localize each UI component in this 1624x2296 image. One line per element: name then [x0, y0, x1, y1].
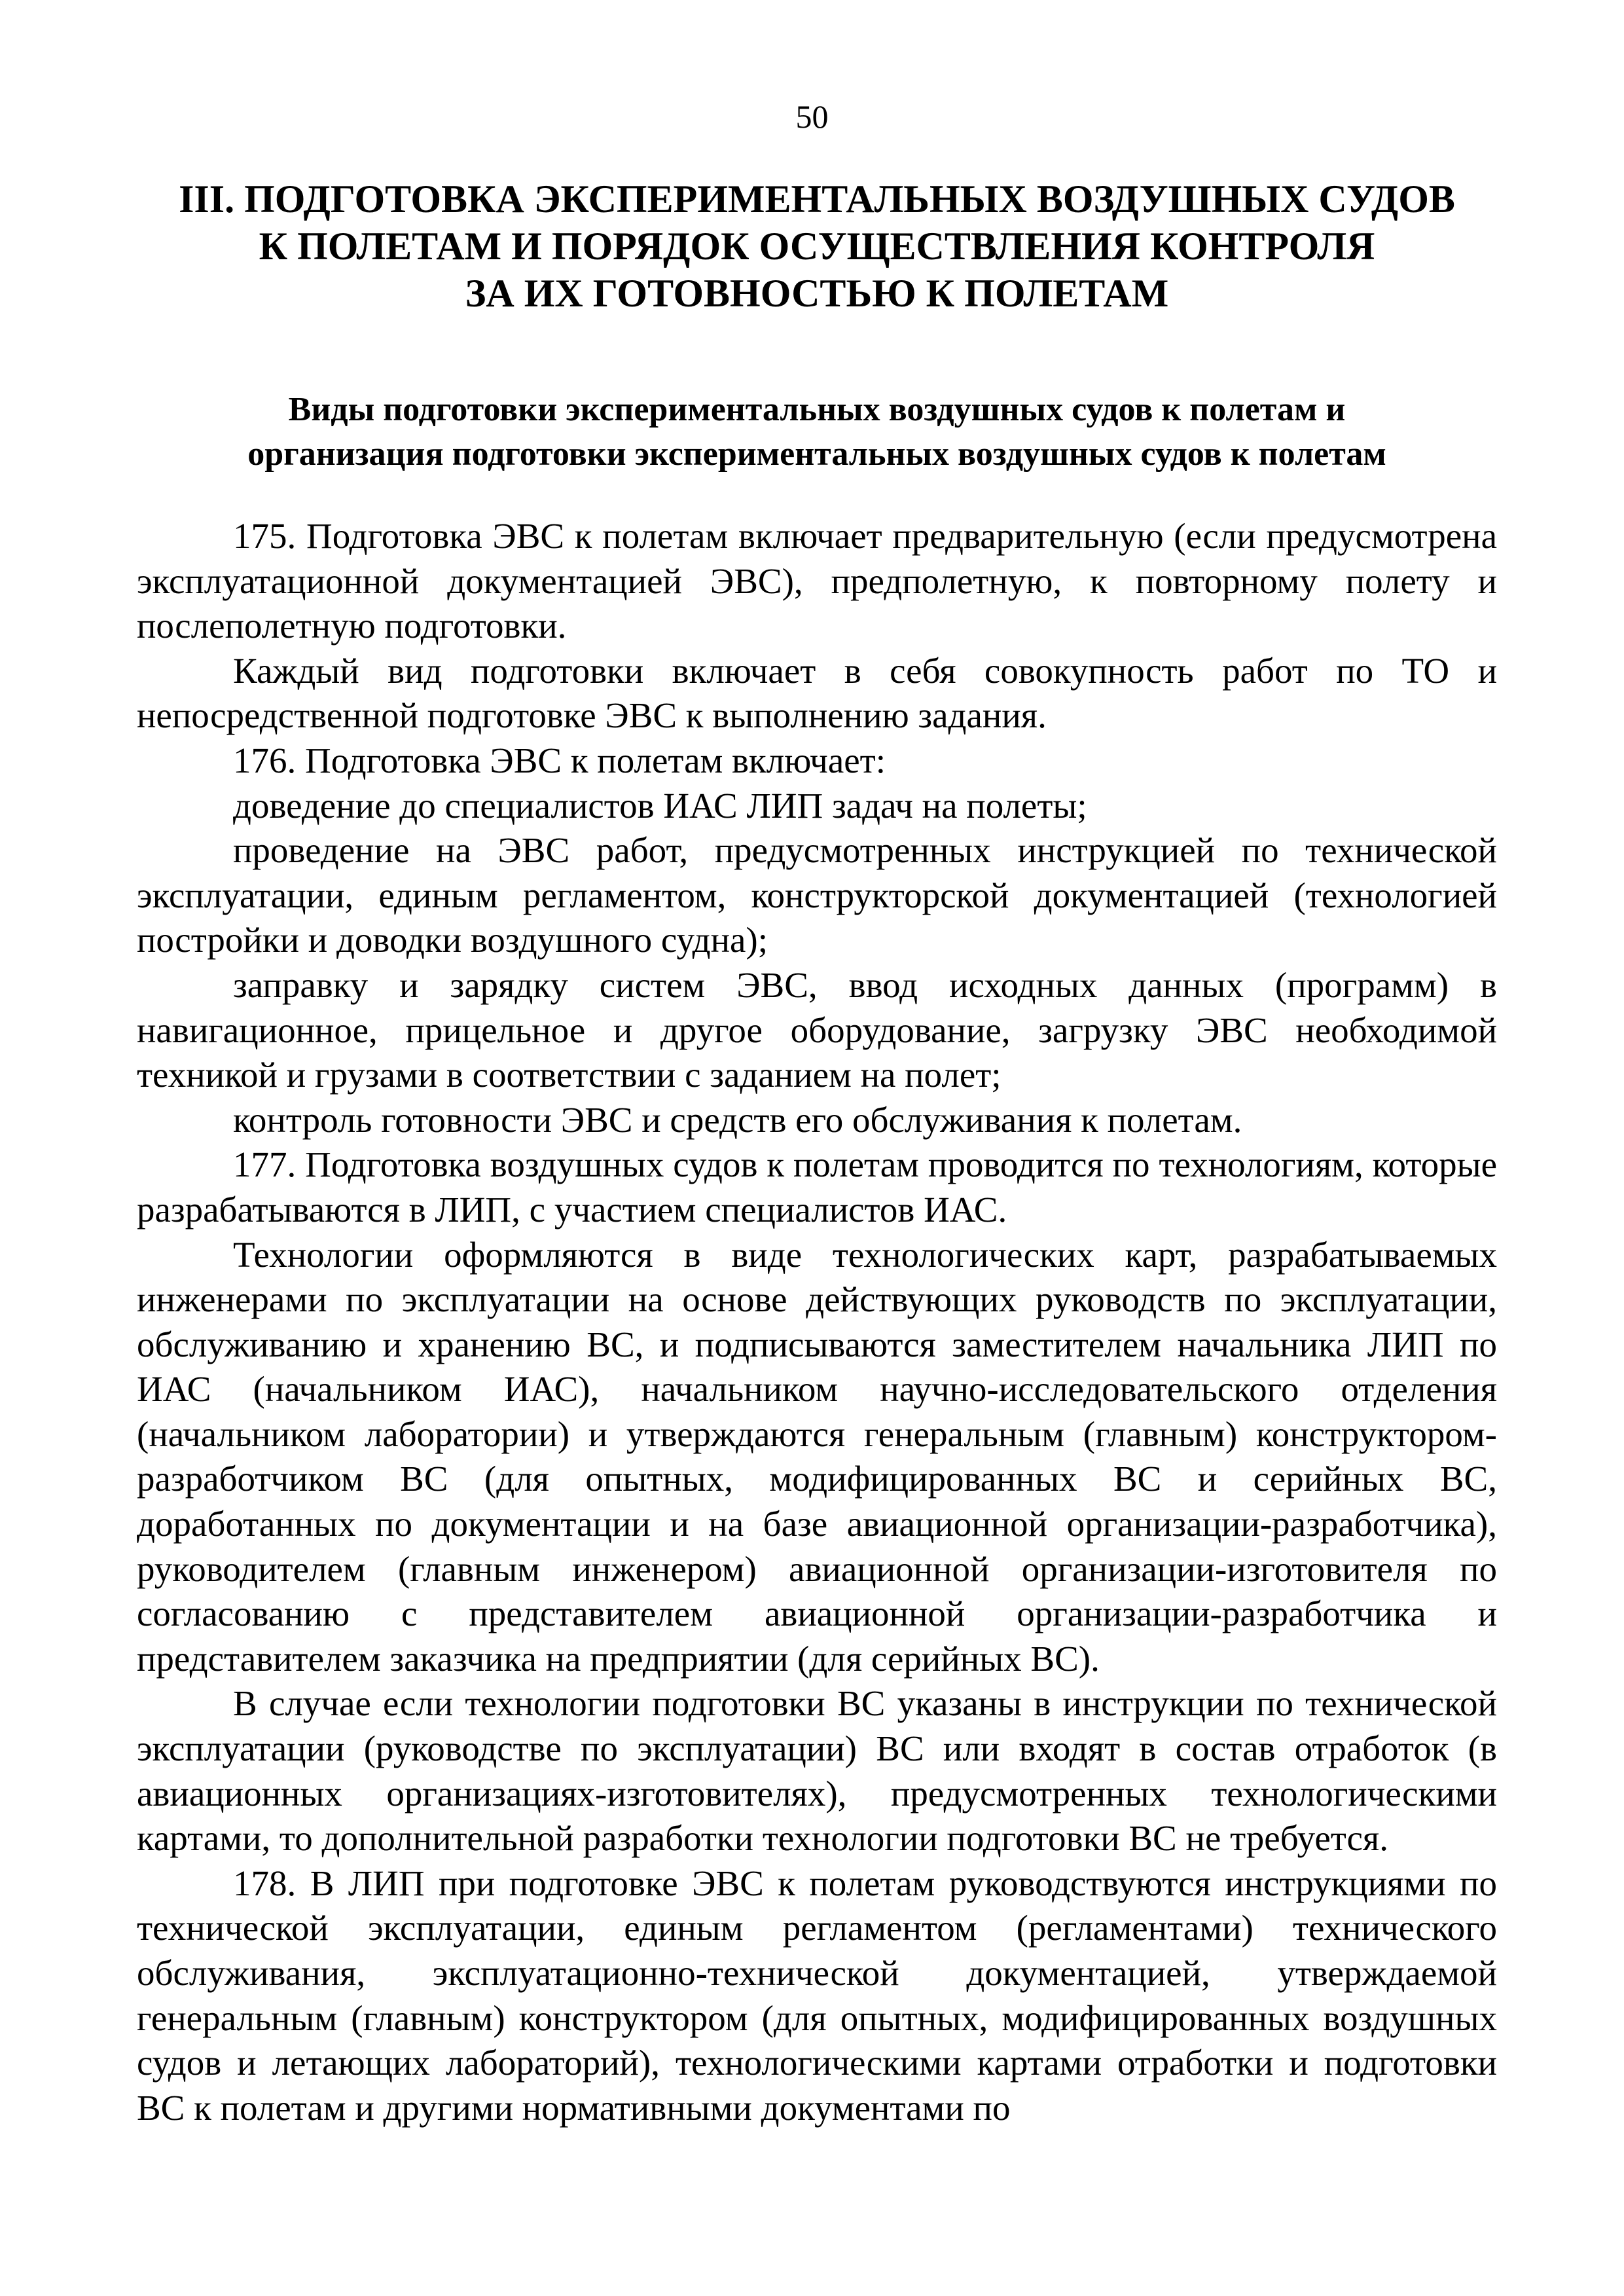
list-item: доведение до специалистов ИАС ЛИП задач на полеты; — [233, 785, 1087, 826]
paragraph: Каждый вид подготовки включает в себя совокупность работ по ТО и непосредственной подготовке ЭВС к выполнению задания. — [137, 650, 1497, 736]
list-item: контроль готовности ЭВС и средств его обслуживания к полетам. — [233, 1099, 1242, 1140]
section-title-line: К ПОЛЕТАМ И ПОРЯДОК ОСУЩЕСТВЛЕНИЯ КОНТРОЛЯ — [259, 225, 1375, 268]
subsection-title — [137, 388, 1497, 477]
paragraph: В случае если технологии подготовки ВС указаны в инструкции по технической эксплуатации (руководстве по эксплуатации) ВС или входят в состав отработок (в авиационных организациях-изготовителях), предусмотренных технологическими картами, то дополнительной разработки технологии подготовки ВС не требуется. — [137, 1683, 1497, 1859]
page-content — [137, 175, 1497, 2130]
list-item: заправку и зарядку систем ЭВС, ввод исходных данных (программ) в навигационное, прицельное и другое оборудование, загрузку ЭВС необходимой техникой и грузами в соответствии с заданием на полет; — [137, 964, 1497, 1095]
section-title-line: ЗА ИХ ГОТОВНОСТЬЮ К ПОЛЕТАМ — [465, 272, 1169, 315]
list-item: проведение на ЭВС работ, предусмотренных инструкцией по технической эксплуатации, единым регламентом, конструкторской документацией (технологией постройки и доводки воздушного судна); — [137, 830, 1497, 960]
subsection-title-line: организация подготовки экспериментальных воздушных судов к полетам — [247, 435, 1386, 473]
paragraph-175: 175. Подготовка ЭВС к полетам включает предварительную (если предусмотрена эксплуатационной документацией ЭВС), предполетную, к повторному полету и послеполетную подготовки. — [137, 516, 1497, 646]
section-title-line: III. ПОДГОТОВКА ЭКСПЕРИМЕНТАЛЬНЫХ ВОЗДУШНЫХ СУДОВ — [179, 177, 1455, 221]
paragraph: Технологии оформляются в виде технологических карт, разрабатываемых инженерами по эксплуатации на основе действующих руководств по эксплуатации, обслуживанию и хранению ВС, и подписываются заместителем начальника ЛИП по ИАС (начальником ИАС), начальником научно-исследовательского отделения (начальником лаборатории) и утверждаются генеральным (главным) конструктором-разработчиком ВС (для опытных, модифицированных ВС и серийных ВС, доработанных по документации и на базе авиационной организации-разработчика), руководителем (главным инженером) авиационной организации-изготовителя по согласованию с представителем авиационной организации-разработчика и представителем заказчика на предприятии (для серийных ВС). — [137, 1234, 1497, 1679]
paragraph-178: 178. В ЛИП при подготовке ЭВС к полетам руководствуются инструкциями по технической эксплуатации, единым регламентом (регламентами) технического обслуживания, эксплуатационно-технической документацией, утверждаемой генеральным (главным) конструктором (для опытных, модифицированных воздушных судов и летающих лабораторий), технологическими картами отработки и подготовки ВС к полетам и другими нормативными документами по — [137, 1863, 1497, 2128]
paragraph-177: 177. Подготовка воздушных судов к полетам проводится по технологиям, которые разрабатываются в ЛИП, с участием специалистов ИАС. — [137, 1144, 1497, 1230]
body-text — [137, 514, 1497, 2130]
page-number: 50 — [795, 98, 829, 135]
subsection-title-line: Виды подготовки экспериментальных воздушных судов к полетам и — [288, 391, 1346, 428]
paragraph-176: 176. Подготовка ЭВС к полетам включает: — [233, 740, 886, 780]
section-title — [137, 175, 1497, 317]
